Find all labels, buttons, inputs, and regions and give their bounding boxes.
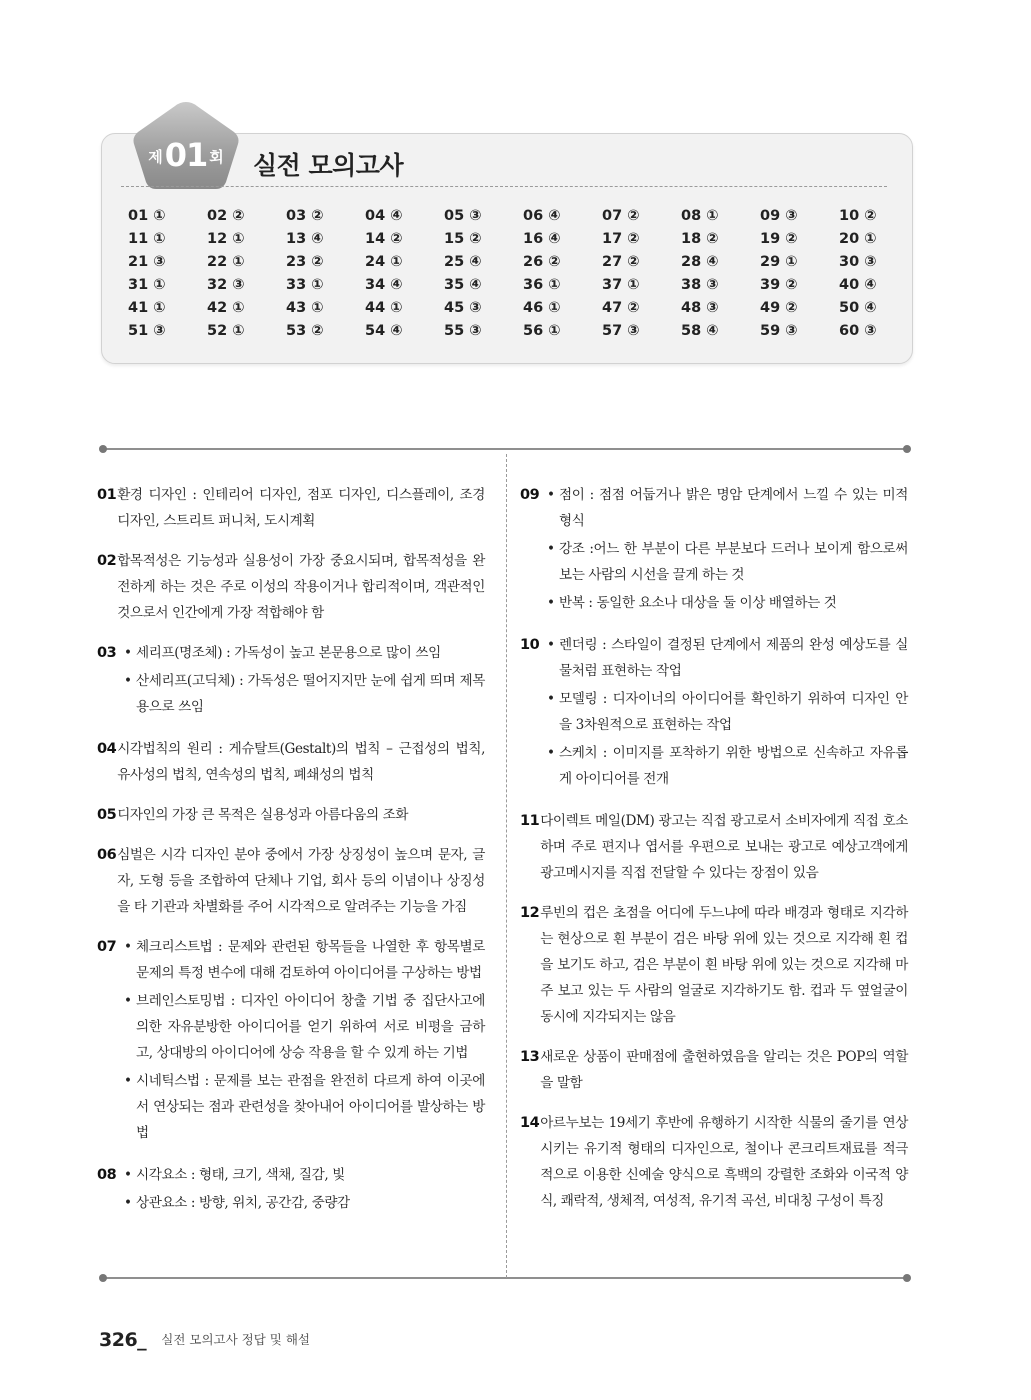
explanation-content [117,548,485,626]
explanation-text: 루빈의 컵은 초점을 어디에 두느냐에 따라 배경과 형태로 지각하는 현상으로 흰 부분이 검은 바탕 위에 있는 것으로 지각해 흰 컵을 보기도 하고, 검은 부분이 흰 바탕 위에 있는 것으로 지각해 마주 보고 있는 두 사람의 얼굴로 지각하기도 함. 컵과 두 옆얼굴이 동시에 지각되지는 않음 [540,905,908,1025]
explanation-item [97,736,485,788]
bullet-text: 체크리스트법 : 문제와 관련된 항목들을 나열한 후 항목별로 문제의 특정 변수에 대해 검토하여 아이디어를 구상하는 방법 [136,939,485,981]
column-divider [506,454,507,1278]
explanation-content [124,1162,485,1218]
answer-item: 55 ③ [444,323,482,339]
bullet-marker: • [547,541,556,557]
answer-item: 03 ② [286,208,324,224]
page-number: 326_ [99,1329,147,1351]
answer-item: 38 ③ [681,277,719,293]
answer-item: 51 ③ [128,323,166,339]
answer-item: 54 ④ [365,323,403,339]
explanation-content [547,482,908,618]
bullet-item [547,536,908,588]
answer-item: 35 ④ [444,277,482,293]
explanation-item [97,548,485,626]
question-number: 14 [520,1115,540,1131]
bullet-item [124,988,485,1066]
bullet-text: 스케치 : 이미지를 포착하기 위한 방법으로 신속하고 자유롭게 아이디어를 전개 [559,745,908,787]
bullet-item [124,934,485,986]
bullet-item [547,590,908,616]
bullet-marker: • [547,487,556,503]
answer-item: 32 ③ [207,277,245,293]
explanation-item [97,640,485,722]
answer-item: 42 ① [207,300,245,316]
explanation-content [124,640,485,722]
bullet-marker: • [124,1073,133,1089]
title-divider [121,186,887,187]
answer-item: 04 ④ [365,208,403,224]
bullet-marker: • [547,637,556,653]
explanation-item [97,482,485,534]
answer-item: 47 ② [602,300,640,316]
answer-grid [128,208,908,346]
bullet-text: 상관요소 : 방향, 위치, 공간감, 중량감 [136,1195,350,1211]
answer-item: 06 ④ [523,208,561,224]
explanations-right-column [520,482,908,1228]
explanation-item [520,482,908,618]
page-title: 실전 모의고사 [253,151,404,180]
question-number: 12 [520,905,540,921]
explanation-content [540,1044,908,1096]
explanation-item [520,1044,908,1096]
answer-item: 14 ② [365,231,403,247]
bullet-text: 산세리프(고딕체) : 가독성은 떨어지지만 눈에 쉽게 띄며 제목용으로 쓰임 [136,673,485,715]
answer-item: 23 ② [286,254,324,270]
bullet-item [124,1162,485,1188]
answer-item: 43 ① [286,300,324,316]
top-rule [101,448,909,450]
answer-item: 05 ③ [444,208,482,224]
explanation-text: 심벌은 시각 디자인 분야 중에서 가장 상징성이 높으며 문자, 글자, 도형 등을 조합하여 단체나 기업, 회사 등의 이념이나 상징성을 타 기관과 차별화를 주어 시각적으로 알려주는 기능을 가짐 [117,847,485,915]
explanation-content [117,842,485,920]
bullet-marker: • [547,691,556,707]
answer-item: 59 ③ [760,323,798,339]
question-number: 09 [520,487,540,503]
explanation-text: 시각법칙의 원리 : 게슈탈트(Gestalt)의 법칙 – 근접성의 법칙, 유사성의 법칙, 연속성의 법칙, 폐쇄성의 법칙 [117,741,485,783]
explanation-content [124,934,485,1148]
explanation-text: 새로운 상품이 판매점에 출현하였음을 알리는 것은 POP의 역할을 말함 [540,1049,908,1091]
answer-item: 44 ① [365,300,403,316]
question-number: 07 [97,939,117,955]
answer-item: 46 ① [523,300,561,316]
explanation-item [520,632,908,794]
explanation-content [540,1110,908,1214]
bullet-text: 점이 : 점점 어둡거나 밝은 명암 단계에서 느낄 수 있는 미적 형식 [559,487,908,529]
answer-item: 30 ③ [839,254,877,270]
bullet-text: 시네틱스법 : 문제를 보는 관점을 완전히 다르게 하여 이곳에서 연상되는 점과 관련성을 찾아내어 아이디어를 발상하는 방법 [136,1073,485,1141]
answer-item: 49 ② [760,300,798,316]
answer-item: 19 ② [760,231,798,247]
answer-item: 22 ① [207,254,245,270]
answer-item: 27 ② [602,254,640,270]
question-number: 06 [97,847,117,863]
question-number: 11 [520,813,540,829]
answer-item: 34 ④ [365,277,403,293]
bullet-text: 시각요소 : 형태, 크기, 색채, 질감, 빛 [136,1167,345,1183]
explanation-content [117,736,485,788]
explanation-text: 환경 디자인 : 인테리어 디자인, 점포 디자인, 디스플레이, 조경 디자인, 스트리트 퍼니처, 도시계획 [117,487,485,529]
answer-item: 48 ③ [681,300,719,316]
explanation-item [97,934,485,1148]
bullet-marker: • [124,1167,133,1183]
question-number: 01 [97,487,117,503]
explanation-content [540,900,908,1030]
answer-item: 36 ① [523,277,561,293]
explanation-item [97,1162,485,1218]
bullet-item [124,1068,485,1146]
bullet-text: 세리프(명조체) : 가독성이 높고 본문용으로 많이 쓰임 [136,645,441,661]
answer-item: 10 ② [839,208,877,224]
question-number: 05 [97,807,117,823]
explanations-left-column [97,482,485,1232]
answer-item: 01 ① [128,208,166,224]
bullet-text: 강조 :어느 한 부분이 다른 부분보다 드러나 보이게 함으로써 보는 사람의 시선을 끌게 하는 것 [559,541,908,583]
answer-item: 15 ② [444,231,482,247]
explanation-item [520,900,908,1030]
bullet-marker: • [547,745,556,761]
bullet-item [547,686,908,738]
explanation-item [97,802,485,828]
bullet-item [124,1190,485,1216]
badge-prefix: 제 [148,148,163,166]
answer-item: 37 ① [602,277,640,293]
answer-item: 28 ④ [681,254,719,270]
question-number: 13 [520,1049,540,1065]
explanation-text: 합목적성은 기능성과 실용성이 가장 중요시되며, 합목적성을 완전하게 하는 것은 주로 이성의 작용이거나 합리적이며, 객관적인 것으로서 인간에게 가장 적합해야 함 [117,553,485,621]
page-footer [99,1329,310,1351]
bullet-item [547,482,908,534]
answer-item: 57 ③ [602,323,640,339]
bullet-item [124,640,485,666]
answer-item: 41 ① [128,300,166,316]
bullet-item [547,632,908,684]
answer-item: 17 ② [602,231,640,247]
explanation-text: 아르누보는 19세기 후반에 유행하기 시작한 식물의 줄기를 연상시키는 유기적 형태의 디자인으로, 철이나 콘크리트재료를 적극적으로 이용한 신예술 양식으로 흑백의 강렬한 조화와 이국적 양식, 쾌락적, 생체적, 여성적, 유기적 곡선, 비대칭 구성이 특징 [540,1115,908,1209]
badge-label [130,136,242,174]
answer-item: 20 ① [839,231,877,247]
question-number: 02 [97,553,117,569]
bullet-marker: • [124,1195,133,1211]
badge-number: 01 [164,136,208,174]
question-number: 08 [97,1167,117,1183]
answer-item: 53 ② [286,323,324,339]
bullet-text: 모델링 : 디자이너의 아이디어를 확인하기 위하여 디자인 안을 3차원적으로 표현하는 작업 [559,691,908,733]
bullet-item [124,668,485,720]
answer-item: 45 ③ [444,300,482,316]
answer-item: 21 ③ [128,254,166,270]
question-number: 10 [520,637,540,653]
question-number: 03 [97,645,117,661]
answer-item: 29 ① [760,254,798,270]
explanation-content [547,632,908,794]
badge-suffix: 회 [209,148,224,166]
answer-item: 31 ① [128,277,166,293]
explanation-item [520,1110,908,1214]
answer-item: 58 ④ [681,323,719,339]
bullet-marker: • [547,595,556,611]
bullet-text: 렌더링 : 스타일이 결정된 단계에서 제품의 완성 예상도를 실물처럼 표현하는 작업 [559,637,908,679]
bullet-text: 반복 : 동일한 요소나 대상을 둘 이상 배열하는 것 [559,595,837,611]
explanation-item [97,842,485,920]
bottom-rule [101,1277,909,1279]
answer-item: 16 ④ [523,231,561,247]
explanation-text: 다이렉트 메일(DM) 광고는 직접 광고로서 소비자에게 직접 호소하며 주로 편지나 엽서를 우편으로 보내는 광고로 예상고객에게 광고메시지를 직접 전달할 수 있다는 장점이 있음 [540,813,908,881]
answer-item: 13 ④ [286,231,324,247]
bullet-marker: • [124,993,133,1009]
round-badge [130,100,242,192]
answer-item: 25 ④ [444,254,482,270]
explanation-text: 디자인의 가장 큰 목적은 실용성과 아름다움의 조화 [117,807,409,823]
footer-title: 실전 모의고사 정답 및 해설 [161,1332,310,1347]
bullet-item [547,740,908,792]
answer-item: 52 ① [207,323,245,339]
answer-item: 56 ① [523,323,561,339]
answer-item: 40 ④ [839,277,877,293]
explanation-content [117,482,485,534]
answer-item: 50 ④ [839,300,877,316]
answer-item: 11 ① [128,231,166,247]
answer-item: 33 ① [286,277,324,293]
question-number: 04 [97,741,117,757]
answer-item: 08 ① [681,208,719,224]
explanation-content [540,808,908,886]
bullet-marker: • [124,645,133,661]
answer-item: 09 ③ [760,208,798,224]
bullet-marker: • [124,939,133,955]
answer-item: 60 ③ [839,323,877,339]
answer-item: 26 ② [523,254,561,270]
answer-item: 07 ② [602,208,640,224]
answer-item: 18 ② [681,231,719,247]
answer-item: 12 ① [207,231,245,247]
explanation-item [520,808,908,886]
answer-item: 02 ② [207,208,245,224]
bullet-marker: • [124,673,133,689]
answer-item: 39 ② [760,277,798,293]
answer-item: 24 ① [365,254,403,270]
explanation-content [117,802,485,828]
bullet-text: 브레인스토밍법 : 디자인 아이디어 창출 기법 중 집단사고에 의한 자유분방한 아이디어를 얻기 위하여 서로 비평을 금하고, 상대방의 아이디어에 상승 작용을 할 수 있게 하는 기법 [136,993,485,1061]
